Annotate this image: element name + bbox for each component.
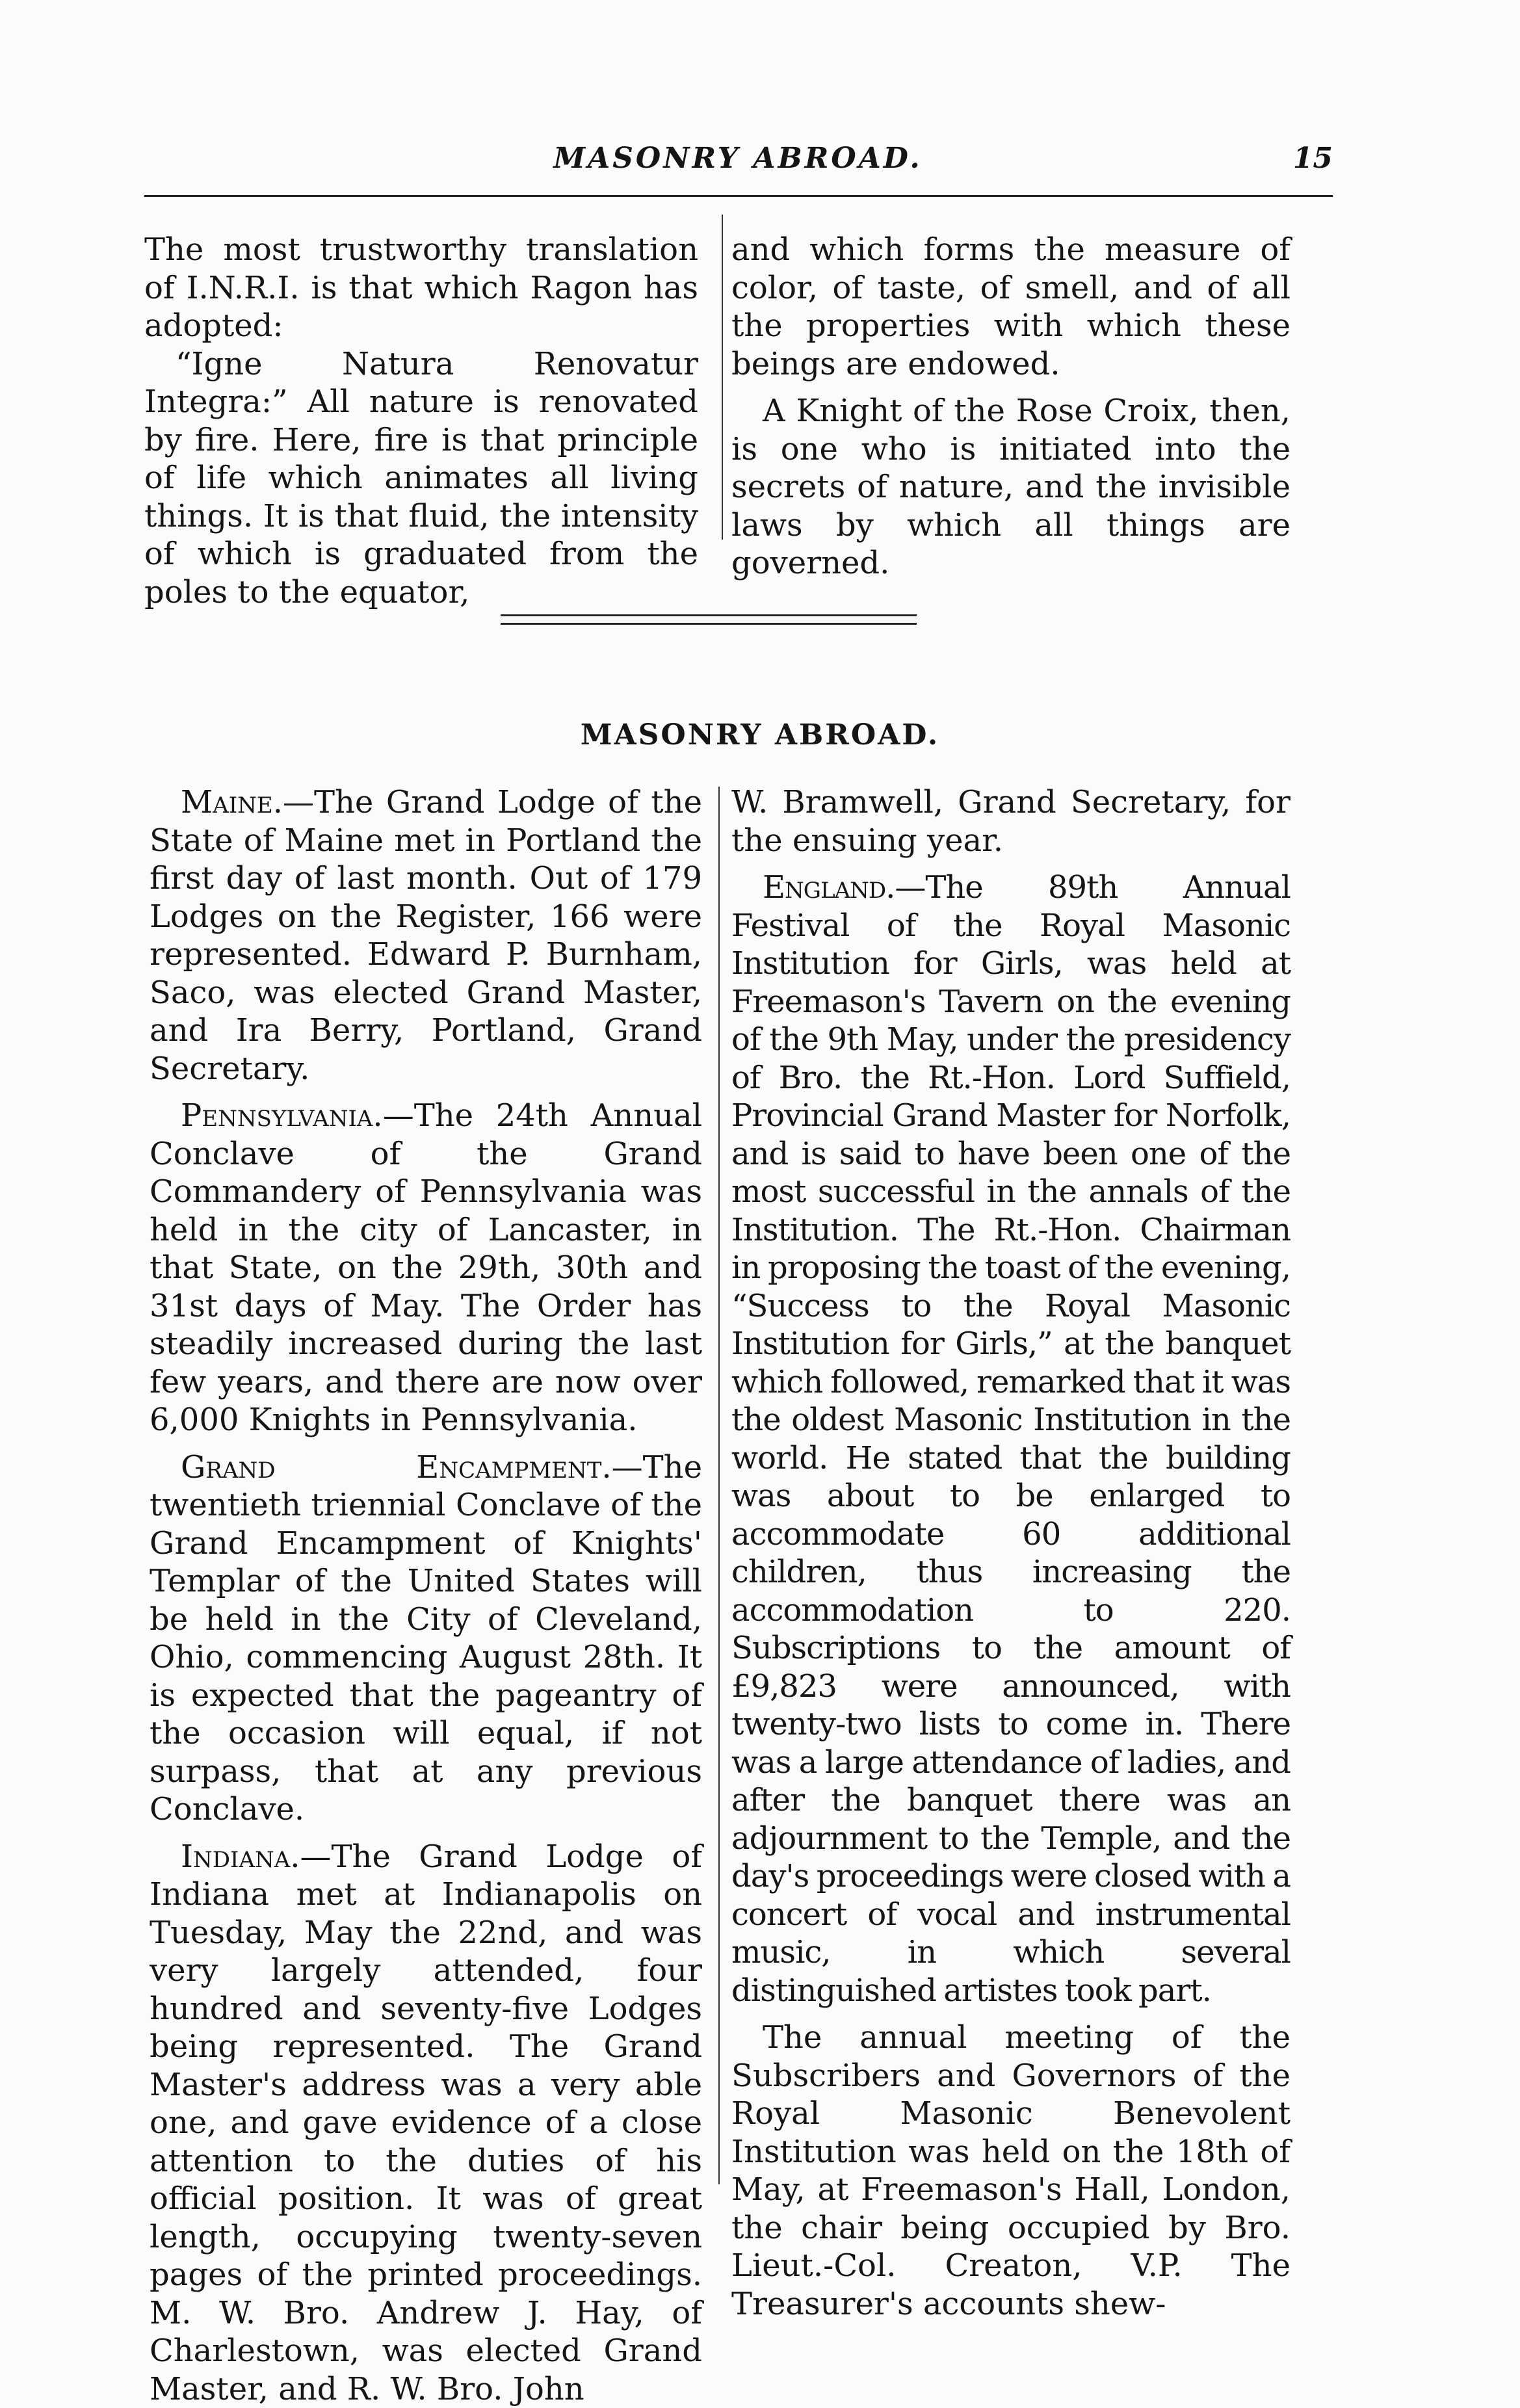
item-text: The annual meeting of the Subscribers and Governors of the Royal Masonic Benevolent Institution was held on the 18th of May, at Freemason's Hall, London, the chair being occupied by Bro. Lieut.-Col. Creaton, V.P. The Treasurer's accounts shew-: [731, 2019, 1291, 2322]
news-item-maine: [150, 783, 702, 1088]
news-item-indiana: [150, 1838, 702, 2408]
item-lead: Pennsylvania.: [181, 1097, 383, 1134]
news-item-grand-encampment: [150, 1448, 702, 1829]
top-left-column: [144, 231, 698, 611]
item-lead: Grand Encampment.: [181, 1449, 612, 1485]
header-rule: [144, 195, 1333, 197]
paragraph: A Knight of the Rose Croix, then, is one who is initiated into the secrets of nature, and the invisible laws by which all things are governed.: [731, 392, 1291, 582]
section-title: MASONRY ABROAD.: [0, 718, 1520, 752]
paragraph: “Igne Natura Renovatur Integra:” All nature is renovated by fire. Here, fire is that principle of life which animates all living things. It is that fluid, the intensity of which is graduated from the poles to the equator,: [144, 345, 698, 612]
section-divider: [501, 614, 917, 625]
page-number: 15: [1293, 142, 1333, 175]
paragraph: and which forms the measure of color, of taste, of smell, and of all the properties with which these beings are endowed.: [731, 231, 1291, 383]
item-lead: Maine.: [181, 784, 283, 820]
item-text: —The twentieth triennial Conclave of the Grand Encampment of Knights' Templar of the United States will be held in the City of Cleveland, Ohio, commencing August 28th. It is expected that the pageantry of the occasion will equal, if not surpass, that at any previous Conclave.: [150, 1449, 702, 1828]
article-left-column: [150, 783, 702, 2408]
article-right-column: [731, 783, 1291, 2323]
top-right-column: [731, 231, 1291, 582]
news-item-england: [731, 869, 1291, 2009]
paragraph: The most trustworthy translation of I.N.R.I. is that which Ragon has adopted:: [144, 231, 698, 345]
column-divider: [718, 787, 720, 2184]
item-text: —The Grand Lodge of the State of Maine met in Portland the first day of last month. Out of 179 Lodges on the Register, 166 were represented. Edward P. Burnham, Saco, was elected Grand Master, and Ira Berry, Portland, Grand Secretary.: [150, 784, 702, 1087]
news-item-continuation: [731, 783, 1291, 859]
running-title: MASONRY ABROAD.: [143, 142, 1333, 175]
item-lead: England.: [763, 869, 895, 906]
news-item-benevolent-institution: [731, 2019, 1291, 2323]
item-text: —The 24th Annual Conclave of the Grand Commandery of Pennsylvania was held in the city of Lancaster, in that State, on the 29th, 30th and 31st days of May. The Order has steadily increased during the last few years, and there are now over 6,000 Knights in Pennsylvania.: [150, 1097, 702, 1438]
item-text: W. Bramwell, Grand Secretary, for the ensuing year.: [731, 784, 1291, 859]
item-lead: Indiana.: [181, 1839, 300, 1875]
item-text: —The 89th Annual Festival of the Royal Masonic Institution for Girls, was held at Freemason's Tavern on the evening of the 9th May, under the presidency of Bro. the Rt.-Hon. Lord Suffield, Provincial Grand Master for Norfolk, and is said to have been one of the most successful in the annals of the Institution. The Rt.-Hon. Chairman in proposing the toast of the evening, “Success to the Royal Masonic Institution for Girls,” at the banquet which followed, remarked that it was the oldest Masonic Institution in the world. He stated that the building was about to be enlarged to accommodate 60 additional children, thus increasing the accommodation to 220. Subscriptions to the amount of £9,823 were announced, with twenty-two lists to come in. There was a large attendance of ladies, and after the banquet there was an adjournment to the Temple, and the day's proceedings were closed with a concert of vocal and instrumental music, in which several distinguished artistes took part.: [731, 869, 1291, 2009]
item-text: —The Grand Lodge of Indiana met at Indianapolis on Tuesday, May the 22nd, and was very largely attended, four hundred and seventy-five Lodges being represented. The Grand Master's address was a very able one, and gave evidence of a close attention to the duties of his official position. It was of great length, occupying twenty-seven pages of the printed proceedings. M. W. Bro. Andrew J. Hay, of Charlestown, was elected Grand Master, and R. W. Bro. John: [150, 1839, 702, 2407]
news-item-pennsylvania: [150, 1097, 702, 1439]
column-divider: [722, 215, 723, 540]
running-head: [143, 142, 1333, 187]
